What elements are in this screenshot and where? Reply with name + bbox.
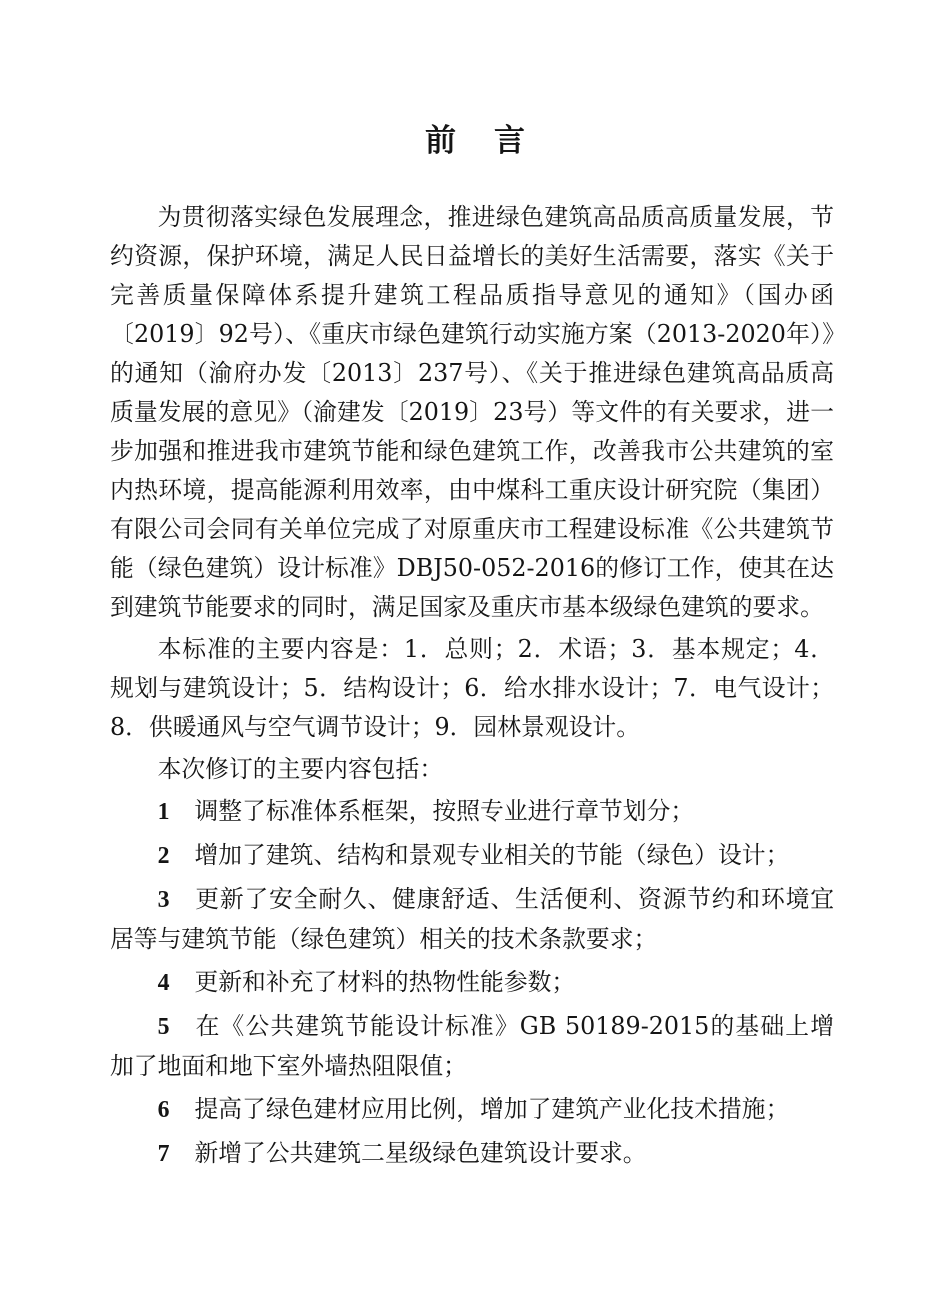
- revision-item: [110, 963, 834, 1003]
- revision-item: [110, 836, 834, 876]
- revision-number: 5: [157, 1014, 170, 1040]
- revision-intro-paragraph: 本次修订的主要内容包括：: [157, 755, 444, 783]
- intro-paragraph: 为贯彻落实绿色发展理念，推进绿色建筑高品质高质量发展，节约资源，保护环境，满足人民日益增长的美好生活需要，落实《关于完善质量保障体系提升建筑工程品质指导意见的通知》（国办函〔2019〕92号）、《重庆市绿色建筑行动实施方案（2013-2020年）》的通知（渝府办发〔2013〕237号）、《关于推进绿色建筑高品质高质量发展的意见》（渝建发〔2019〕23号）等文件的有关要求，进一步加强和推进我市建筑节能和绿色建筑工作，改善我市公共建筑的室内热环境，提高能源利用效率，由中煤科工重庆设计研究院（集团）有限公司会同有关单位完成了对原重庆市工程建设标准《公共建筑节能（绿色建筑）设计标准》DBJ50-052-2016的修订工作，使其在达到建筑节能要求的同时，满足国家及重庆市基本级绿色建筑的要求。: [110, 203, 834, 621]
- revision-item: [110, 1134, 834, 1174]
- revision-item: [110, 880, 834, 959]
- revision-number: 4: [157, 970, 170, 996]
- revision-number: 7: [157, 1141, 170, 1167]
- revision-text: 调整了标准体系框架，按照专业进行章节划分；: [194, 797, 695, 825]
- main-contents-paragraph: 本标准的主要内容是：1．总则；2．术语；3．基本规定；4．规划与建筑设计；5．结构设计；6．给水排水设计；7．电气设计；8．供暖通风与空气调节设计；9．园林景观设计。: [110, 635, 834, 741]
- revision-text: 新增了公共建筑二星级绿色建筑设计要求。: [194, 1139, 647, 1167]
- revision-text: 更新了安全耐久、健康舒适、生活便利、资源节约和环境宜居等与建筑节能（绿色建筑）相关的技术条款要求；: [110, 885, 834, 953]
- revision-item: [110, 1007, 834, 1086]
- revision-item: [110, 1090, 834, 1130]
- revision-number: 6: [157, 1097, 170, 1123]
- revision-text: 提高了绿色建材应用比例，增加了建筑产业化技术措施；: [194, 1095, 790, 1123]
- revision-item: [110, 792, 834, 832]
- revision-number: 2: [157, 843, 170, 869]
- page-title: 前言: [425, 122, 563, 159]
- revision-text: 更新和补充了材料的热物性能参数；: [194, 968, 576, 996]
- revision-number: 3: [157, 887, 170, 913]
- revision-text: 增加了建筑、结构和景观专业相关的节能（绿色）设计；: [194, 841, 790, 869]
- body-text: [110, 198, 834, 1178]
- revision-text: 在《公共建筑节能设计标准》GB 50189-2015的基础上增加了地面和地下室外墙热阻限值；: [110, 1012, 834, 1080]
- revision-number: 1: [157, 799, 170, 825]
